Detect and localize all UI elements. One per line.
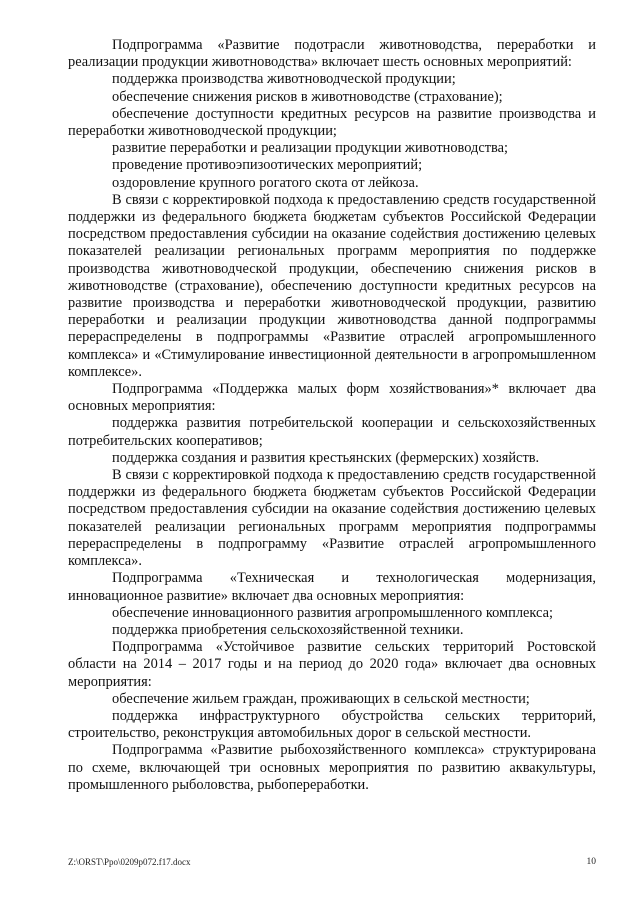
list-item: поддержка инфраструктурного обустройства сельских территорий, строительство, реконструкция автомобильных дорог в сельской местности.	[68, 707, 596, 742]
document-body	[68, 37, 596, 794]
list-item: оздоровление крупного рогатого скота от лейкоза.	[112, 174, 419, 191]
list-item: поддержка развития потребительской кооперации и сельскохозяйственных потребительских кооперативов;	[68, 415, 596, 449]
paragraph: Подпрограмма «Техническая и технологическая модернизация, инновационное развитие» включает два основных мероприятия:	[68, 570, 596, 604]
list-item: обеспечение доступности кредитных ресурсов на развитие производства и переработки животноводческой продукции;	[68, 105, 596, 140]
paragraph: Подпрограмма «Развитие рыбохозяйственного комплекса» структурирована по схеме, включающей три основных мероприятия по развитию аквакультуры, промышленного рыболовства, рыбопереработки.	[68, 742, 596, 793]
list-item: обеспечение жильем граждан, проживающих в сельской местности;	[112, 690, 530, 707]
paragraph: В связи с корректировкой подхода к предоставлению средств государственной поддержки из федерального бюджета бюджетам субъектов Российской Федерации посредством предоставления субсидии на оказание содействия достижению целевых показателей реализации региональных программ мероприятия подпрограммы перераспределены в подпрограмму «Развитие отраслей агропромышленного комплекса».	[68, 467, 596, 570]
paragraph: В связи с корректировкой подхода к предоставлению средств государственной поддержки из федерального бюджета бюджетам субъектов Российской Федерации посредством предоставления субсидии на оказание содействия достижению целевых показателей реализации региональных программ мероприятия по поддержке производства животноводческой продукции, обеспечению снижения рисков в животноводстве (страхование), обеспечению доступности кредитных ресурсов на развитие производства и переработки животноводческой продукции, развитию переработки и реализации продукции животноводства данной подпрограммы перераспределены в подпрограммы «Развитие отраслей агропромышленного комплекса» и «Стимулирование инвестиционной деятельности в агропромышленном комплексе».	[68, 191, 596, 380]
page-number: 10	[586, 857, 596, 867]
paragraph: Подпрограмма «Поддержка малых форм хозяйствования»* включает два основных мероприятия:	[68, 381, 596, 415]
list-item: обеспечение инновационного развития агропромышленного комплекса;	[112, 604, 553, 621]
list-item: обеспечение снижения рисков в животноводстве (страхование);	[112, 88, 503, 105]
paragraph: Подпрограмма «Развитие подотрасли животноводства, переработки и реализации продукции животноводства» включает шесть основных мероприятий:	[68, 37, 596, 71]
list-item: поддержка создания и развития крестьянских (фермерских) хозяйств.	[112, 449, 540, 466]
list-item: проведение противоэпизоотических мероприятий;	[112, 157, 423, 174]
list-item: поддержка производства животноводческой продукции;	[112, 71, 456, 88]
paragraph: Подпрограмма «Устойчивое развитие сельских территорий Ростовской области на 2014 – 2017 годы и на период до 2020 года» включает два основных мероприятия:	[68, 639, 596, 690]
footer-file-path: Z:\ORST\Ppo\0209p072.f17.docx	[68, 857, 191, 867]
list-item: поддержка приобретения сельскохозяйственной техники.	[112, 621, 464, 638]
list-item: развитие переработки и реализации продукции животноводства;	[112, 140, 509, 157]
